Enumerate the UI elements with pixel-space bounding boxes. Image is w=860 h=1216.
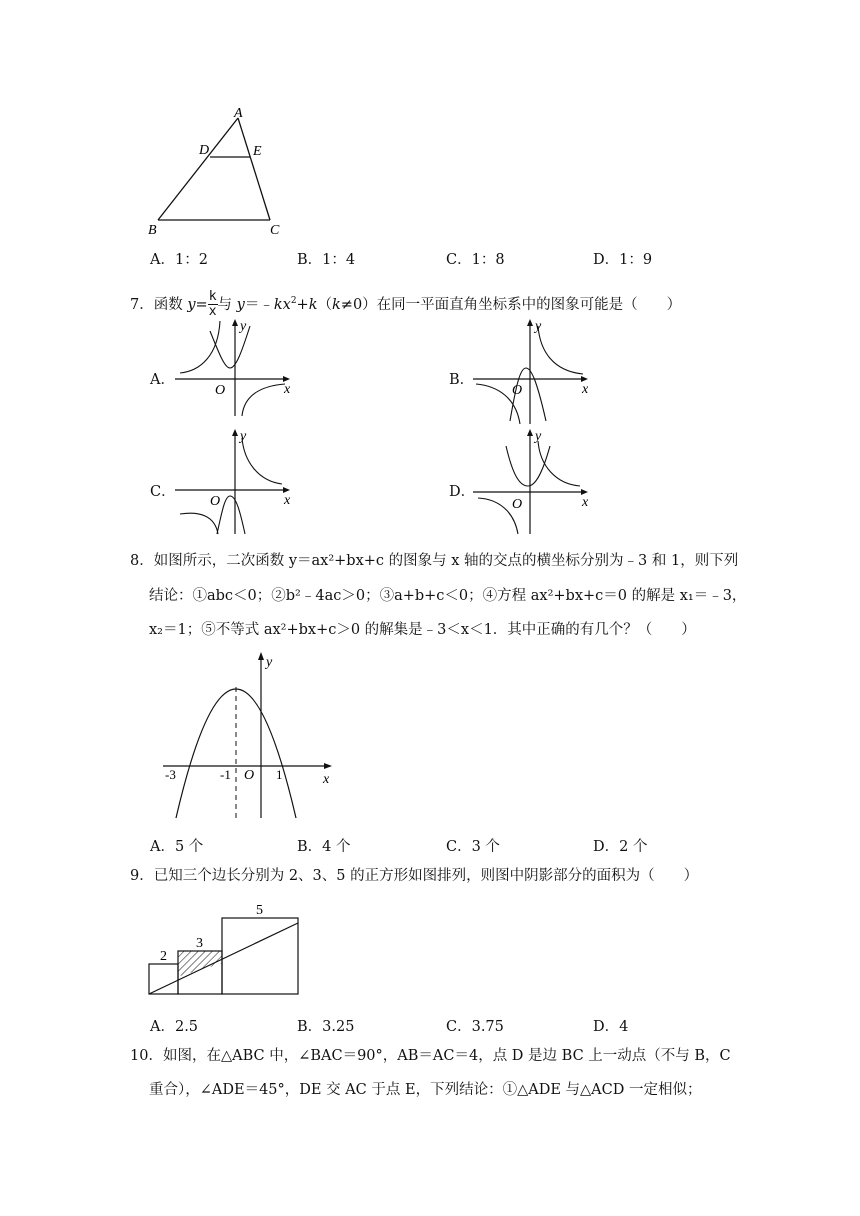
q8-option-b[interactable]: B．4 个 bbox=[297, 839, 351, 855]
q7-option-b-label[interactable]: B． bbox=[449, 372, 475, 388]
q8-line-1: 8．如图所示，二次函数 y＝ax²+bx+c 的图象与 x 轴的交点的横坐标分别为﹣3 和 1，则下列 bbox=[130, 553, 739, 569]
svg-text:x: x bbox=[284, 382, 291, 397]
fraction-k-over-x: $\frac{k}{x}$ bbox=[208, 289, 217, 320]
q8-line-2: 结论：①abc＜0；②b²﹣4ac＞0；③a+b+c＜0；④方程 ax²+bx+c＝0 的解是 x₁＝﹣3， bbox=[149, 588, 747, 604]
q9-stem: 9．已知三个边长分别为 2、3、5 的正方形如图排列，则图中阴影部分的面积为（ ） bbox=[130, 868, 699, 884]
svg-text:1: 1 bbox=[276, 767, 283, 782]
svg-text:-3: -3 bbox=[165, 767, 176, 782]
q7-graph-b[interactable] bbox=[468, 316, 598, 426]
svg-text:5: 5 bbox=[256, 903, 263, 918]
q7-stem: 7．函数 y= $\frac{k}{x}$ 与 $y=﹣kx^2+k(k\ne 0)$在同一平面直角坐标系中的图象可能是（ ） bbox=[130, 289, 682, 320]
q7-option-c-label[interactable]: C． bbox=[150, 484, 176, 500]
svg-text:O: O bbox=[215, 383, 226, 398]
svg-text:O: O bbox=[244, 768, 255, 783]
vertex-label-d: D bbox=[199, 143, 210, 158]
parabola-graph bbox=[158, 648, 343, 823]
svg-text:O: O bbox=[512, 497, 523, 512]
q9-option-c[interactable]: C．3.75 bbox=[446, 1019, 504, 1035]
svg-text:-1: -1 bbox=[220, 767, 231, 782]
q8-option-d[interactable]: D．2 个 bbox=[593, 839, 648, 855]
triangle-figure bbox=[140, 100, 300, 245]
svg-text:x: x bbox=[284, 493, 291, 508]
q8-option-a[interactable]: A．5 个 bbox=[150, 839, 204, 855]
svg-text:y: y bbox=[266, 655, 273, 670]
vertex-label-b: B bbox=[148, 223, 157, 238]
svg-text:2: 2 bbox=[160, 949, 167, 964]
q6-option-a[interactable]: A．1：2 bbox=[150, 252, 208, 268]
vertex-label-e: E bbox=[253, 144, 262, 159]
q9-option-b[interactable]: B．3.25 bbox=[297, 1019, 355, 1035]
q9-option-d[interactable]: D．4 bbox=[593, 1019, 629, 1035]
vertex-label-c: C bbox=[270, 223, 280, 238]
svg-text:y: y bbox=[240, 429, 247, 444]
squares-figure bbox=[145, 898, 305, 998]
svg-text:y: y bbox=[240, 319, 247, 334]
q6-option-c[interactable]: C．1：8 bbox=[446, 252, 505, 268]
q7-graph-c[interactable] bbox=[170, 426, 300, 536]
q7-graph-d[interactable] bbox=[468, 426, 598, 536]
svg-text:x: x bbox=[582, 382, 589, 397]
q8-option-c[interactable]: C．3 个 bbox=[446, 839, 500, 855]
q6-option-d[interactable]: D．1：9 bbox=[593, 252, 653, 268]
svg-text:x: x bbox=[323, 772, 330, 787]
q6-option-b[interactable]: B．1：4 bbox=[297, 252, 356, 268]
svg-text:O: O bbox=[512, 383, 523, 398]
vertex-label-a: A bbox=[234, 106, 243, 121]
q7-option-d-label[interactable]: D． bbox=[449, 484, 476, 500]
q7-graph-a[interactable] bbox=[170, 316, 300, 421]
q10-line-1: 10．如图，在△ABC 中，∠BAC＝90°，AB＝AC＝4，点 D 是边 BC 上一动点（不与 B，C bbox=[130, 1048, 731, 1064]
svg-text:O: O bbox=[210, 494, 221, 509]
svg-text:y: y bbox=[535, 319, 542, 334]
q9-option-a[interactable]: A．2.5 bbox=[150, 1019, 199, 1035]
svg-text:y: y bbox=[535, 429, 542, 444]
q10-line-2: 重合），∠ADE＝45°，DE 交 AC 于点 E，下列结论：①△ADE 与△ACD 一定相似； bbox=[149, 1082, 702, 1098]
svg-text:x: x bbox=[582, 495, 589, 510]
svg-text:3: 3 bbox=[196, 936, 203, 951]
q8-line-3: x₂＝1；⑤不等式 ax²+bx+c＞0 的解集是﹣3＜x＜1．其中正确的有几个？（ ） bbox=[149, 622, 696, 638]
q7-option-a-label[interactable]: A． bbox=[150, 372, 175, 388]
